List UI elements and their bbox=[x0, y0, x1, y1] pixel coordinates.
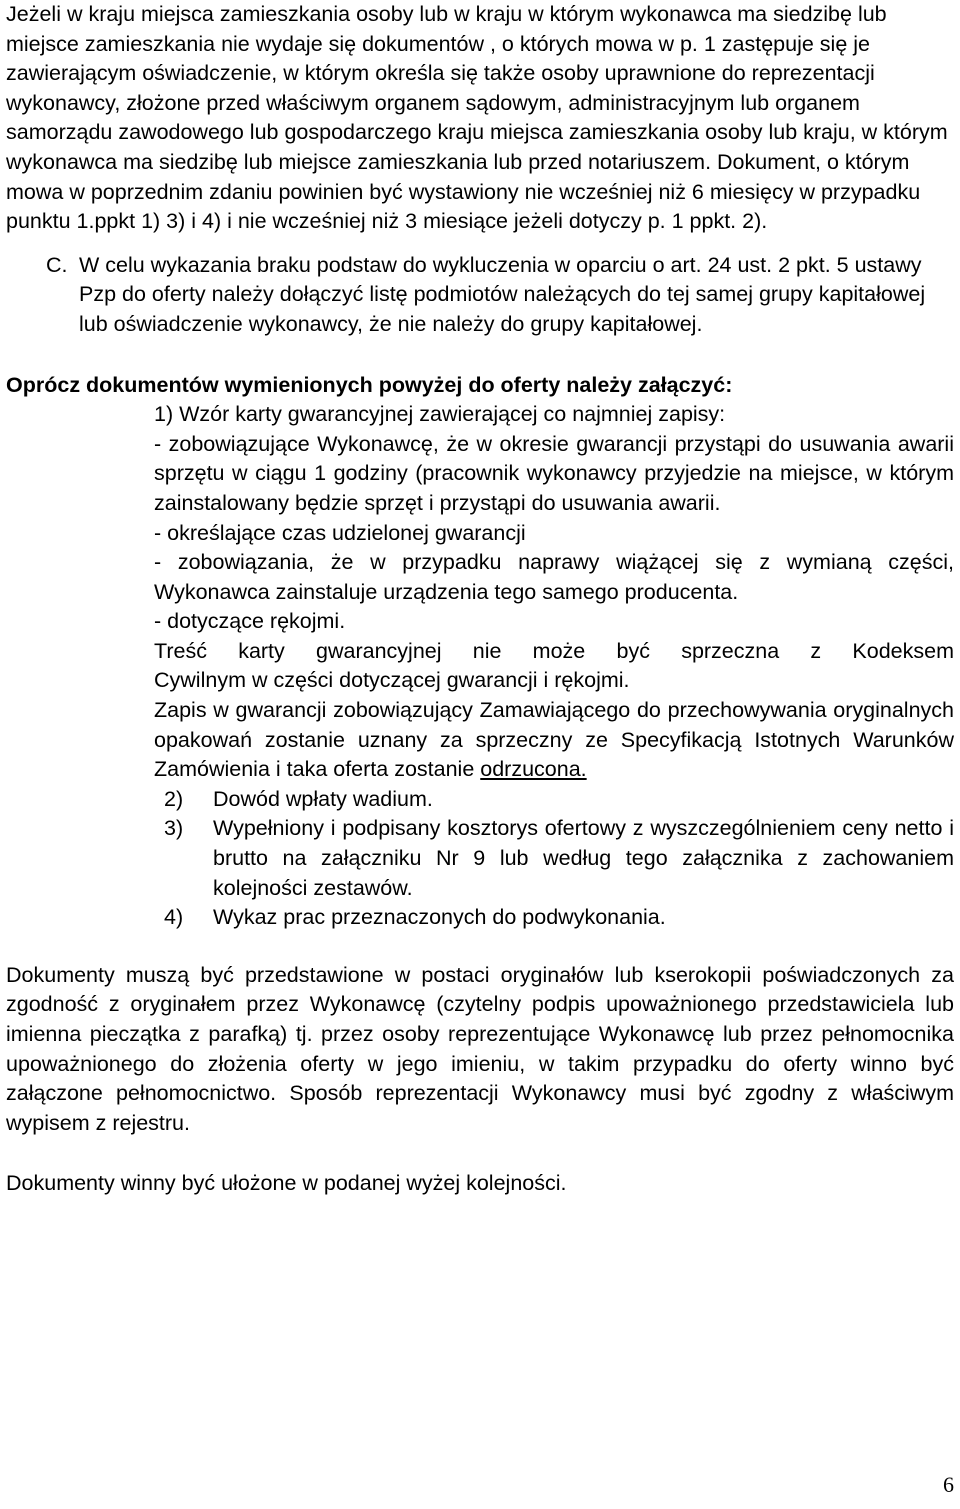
list-item-number: 2) bbox=[164, 786, 184, 811]
warranty-item-1: 1) Wzór karty gwarancyjnej zawierającej co najmniej zapisy: bbox=[154, 402, 726, 427]
numbered-attachments-list bbox=[164, 785, 954, 933]
list-item-number: 3) bbox=[164, 816, 184, 841]
warranty-clause-2: - określające czas udzielonej gwarancji bbox=[154, 520, 526, 545]
section-c bbox=[6, 251, 954, 340]
warranty-clause-3: - zobowiązania, że w przypadku naprawy wiążącej się z wymianą części, Wykonawca zainstaluje urządzenia tego samego producenta. bbox=[154, 550, 954, 604]
list-item bbox=[164, 903, 954, 933]
list-item bbox=[164, 814, 954, 903]
warranty-card-block bbox=[154, 400, 954, 785]
section-c-letter: C. bbox=[46, 252, 68, 277]
document-page bbox=[6, 0, 954, 1199]
list-item-number: 4) bbox=[164, 905, 184, 930]
list-item-text: Wypełniony i podpisany kosztorys ofertowy z wyszczególnieniem ceny netto i brutto na załączniku Nr 9 lub według tego załącznika z zachowaniem kolejności zestawów. bbox=[213, 816, 954, 900]
section-c-text: W celu wykazania braku podstaw do wykluczenia w oparciu o art. 24 ust. 2 pkt. 5 ustawy Pzp do oferty należy dołączyć listę podmiotów należących do tej samej grupy kapitałowej lub oświadczenie wykonawcy, że nie należy do grupy kapitałowej. bbox=[79, 252, 926, 336]
packaging-text: Zapis w gwarancji zobowiązujący Zamawiającego do przechowywania oryginalnych opakowań zostanie uznany za sprzeczny ze Specyfikacją Istotnych Warunków Zamówienia i taka oferta zostanie bbox=[154, 698, 954, 782]
documents-paragraph: Dokumenty muszą być przedstawione w postaci oryginałów lub kserokopii poświadczonych za zgodność z oryginałem przez Wykonawcę (czytelny podpis upoważnionego przedstawiciela lub imienna pieczątka z parafką) tj. przez osoby reprezentujące Wykonawcę lub przez pełnomocnika upoważnionego do złożenia oferty w jego imieniu, w takim przypadku do oferty winno być załączone pełnomocnictwo. Sposób reprezentacji Wykonawcy musi być zgodny z właściwym wypisem z rejestru. bbox=[6, 962, 954, 1135]
warranty-packaging-clause bbox=[154, 696, 954, 785]
packaging-rejected: odrzucona. bbox=[480, 757, 587, 782]
list-item-text: Dowód wpłaty wadium. bbox=[213, 786, 433, 811]
page-number: 6 bbox=[943, 1472, 954, 1497]
warranty-clause-4: - dotyczące rękojmi. bbox=[154, 609, 346, 634]
order-paragraph: Dokumenty winny być ułożone w podanej wyżej kolejności. bbox=[6, 1171, 567, 1196]
warranty-conformity-line-2: Cywilnym w części dotyczącej gwarancji i rękojmi. bbox=[154, 668, 630, 693]
intro-paragraph: Jeżeli w kraju miejsca zamieszkania osoby lub w kraju w którym wykonawca ma siedzibę lub miejsce zamieszkania nie wydaje się dokumentów , o których mowa w p. 1 zastępuje się je zawierającym oświadczenie, w którym określa się także osoby uprawnione do reprezentacji wykonawcy, złożone przed właściwym organem sądowym, administracyjnym lub organem samorządu zawodowego lub gospodarczego kraju miejsca zamieszkania osoby lub kraju, w którym wykonawca ma siedzibę lub miejsce zamieszkania lub przed notariuszem. Dokument, o którym mowa w poprzednim zdaniu powinien być wystawiony nie wcześniej niż 6 miesięcy w przypadku punktu 1.ppkt 1) 3) i 4) i nie wcześniej niż 3 miesiące jeżeli dotyczy p. 1 ppkt. 2). bbox=[6, 2, 948, 234]
warranty-conformity-line-1: Treść karty gwarancyjnej nie może być sprzeczna z Kodeksem bbox=[154, 638, 954, 663]
warranty-clause-1: - zobowiązujące Wykonawcę, że w okresie gwarancji przystąpi do usuwania awarii sprzętu w ciągu 1 godziny (pracownik wykonawcy przyjedzie na miejsce, w którym zainstalowany będzie sprzęt i przystąpi do usuwania awarii. bbox=[154, 431, 954, 515]
list-item bbox=[164, 785, 954, 815]
attachments-heading: Oprócz dokumentów wymienionych powyżej do oferty należy załączyć: bbox=[6, 372, 733, 397]
list-item-text: Wykaz prac przeznaczonych do podwykonania. bbox=[213, 905, 666, 930]
